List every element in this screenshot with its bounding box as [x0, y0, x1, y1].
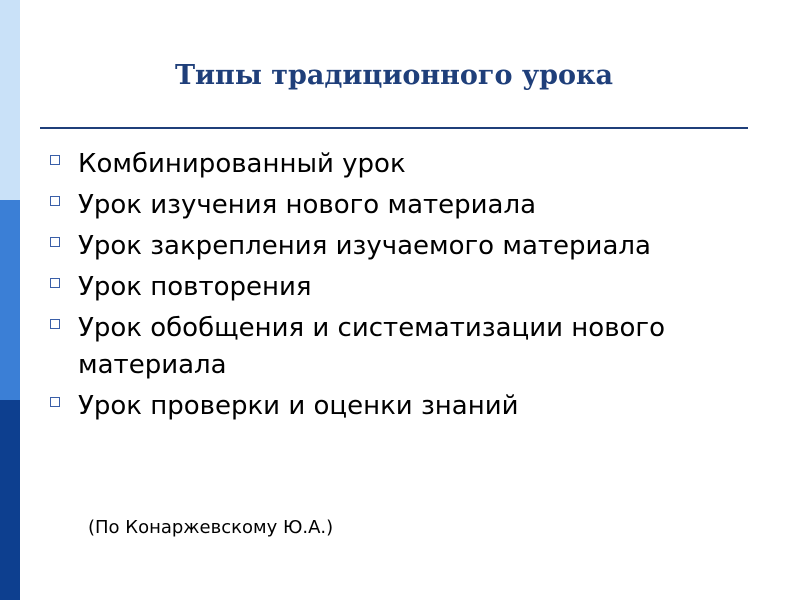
square-bullet-icon — [50, 237, 60, 247]
square-bullet-icon — [50, 196, 60, 206]
square-bullet-icon — [50, 155, 60, 165]
square-bullet-icon — [50, 278, 60, 288]
square-bullet-icon — [50, 397, 60, 407]
list-item — [48, 187, 748, 224]
square-bullet-icon — [50, 319, 60, 329]
title-divider — [40, 127, 748, 129]
list-item — [48, 146, 748, 183]
side-bar-dark-segment — [0, 400, 20, 600]
list-item-text: Урок обобщения и систематизации нового материала — [78, 313, 665, 380]
list-item-text: Комбинированный урок — [78, 149, 406, 179]
citation-text: (По Конаржевскому Ю.А.) — [88, 517, 334, 538]
slide-title: Типы традиционного урока — [174, 60, 614, 91]
list-item — [48, 228, 748, 265]
list-item-text: Урок проверки и оценки знаний — [78, 391, 519, 421]
list-item-text: Урок изучения нового материала — [78, 190, 537, 220]
bullet-list — [48, 146, 748, 429]
list-item-text: Урок закрепления изучаемого материала — [78, 231, 651, 261]
list-item — [48, 310, 748, 384]
side-bar-mid-segment — [0, 200, 20, 400]
list-item — [48, 269, 748, 306]
list-item — [48, 388, 748, 425]
list-item-text: Урок повторения — [78, 272, 312, 302]
side-bar-light-segment — [0, 0, 20, 200]
